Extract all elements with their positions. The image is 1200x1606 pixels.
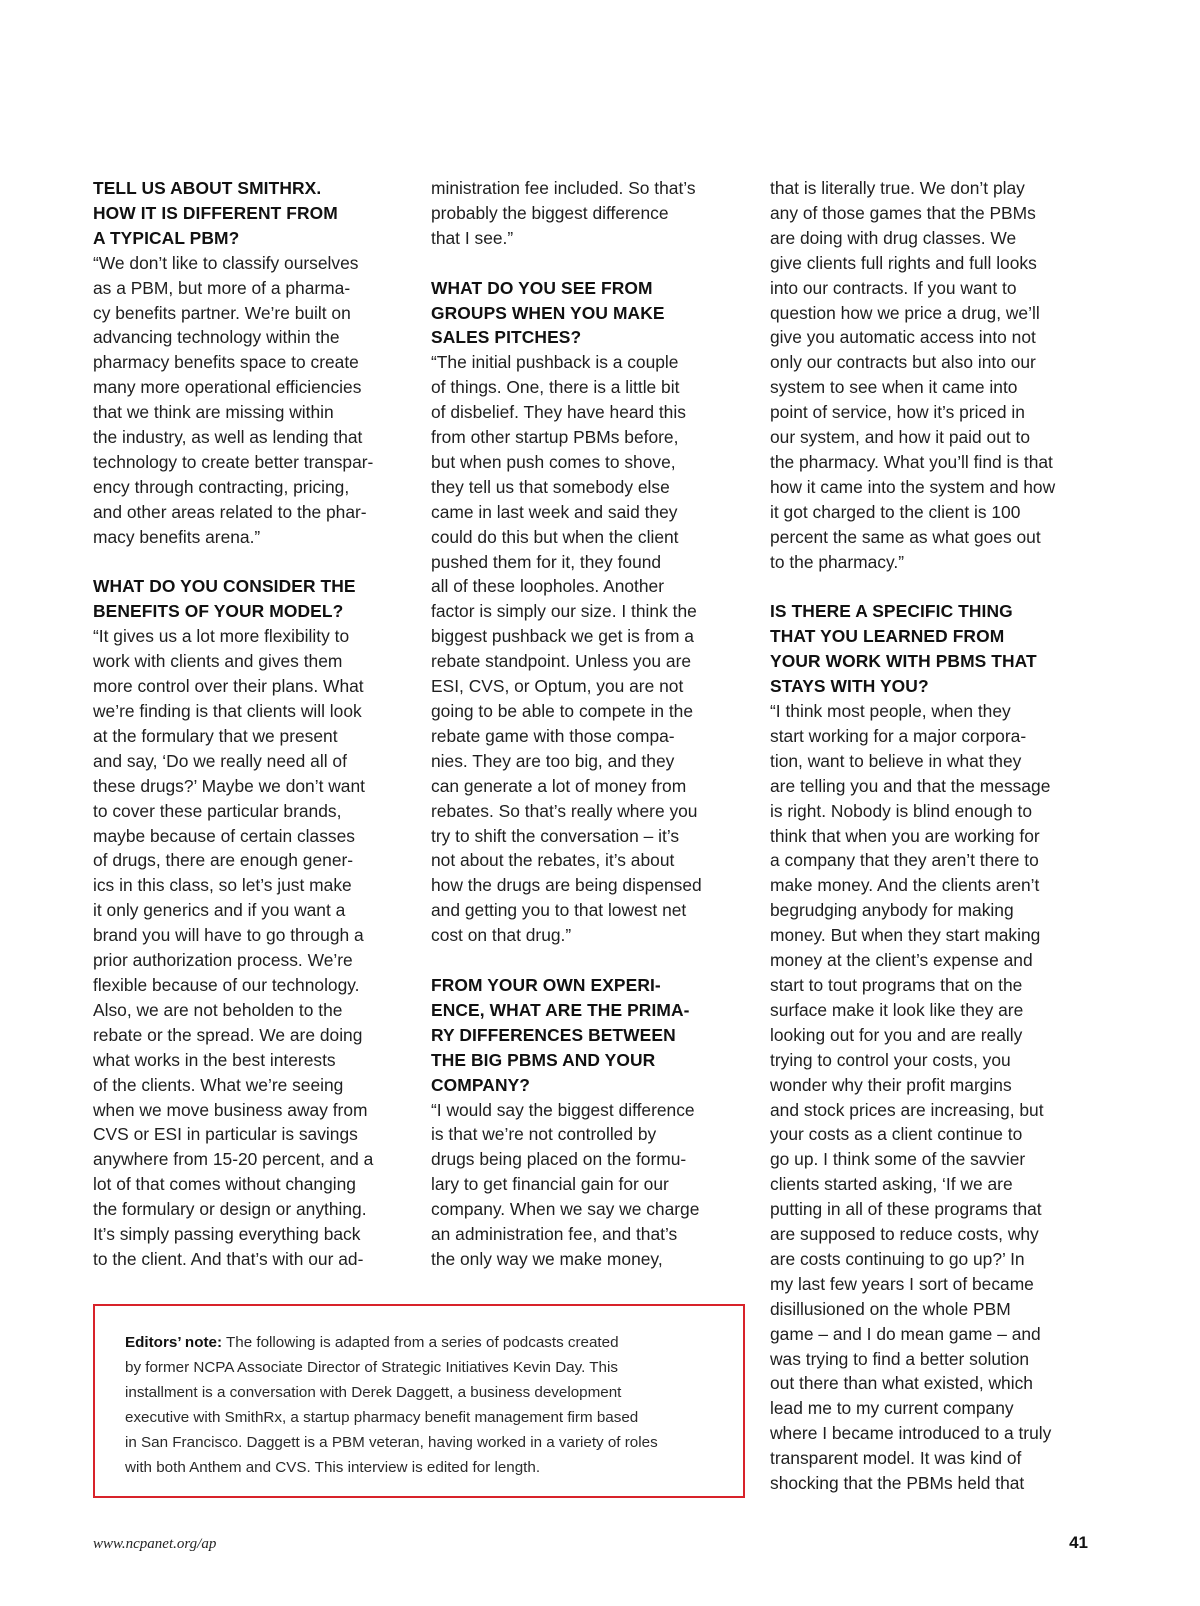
body-text-line: we’re finding is that clients will look	[93, 701, 362, 722]
body-text-line: more control over their plans. What	[93, 676, 364, 697]
editors-note-line: installment is a conversation with Derek Daggett, a business development	[125, 1384, 622, 1401]
body-text-line: probably the biggest difference	[431, 202, 669, 223]
editors-note-line: by former NCPA Associate Director of Strategic Initiatives Kevin Day. This	[125, 1359, 618, 1376]
body-text-line: the formulary or design or anything.	[93, 1199, 367, 1220]
page-number: 41	[1069, 1533, 1088, 1552]
body-text-line: give you automatic access into not	[770, 327, 1036, 348]
body-text-line: percent the same as what goes out	[770, 526, 1041, 547]
body-text-line: that I see.”	[431, 227, 514, 248]
body-text-line: wonder why their profit margins	[770, 1074, 1012, 1095]
question-heading-line: RY DIFFERENCES BETWEEN	[431, 1024, 676, 1045]
question-heading-line: THAT YOU LEARNED FROM	[770, 626, 1005, 647]
body-text-line: as a PBM, but more of a pharma-	[93, 277, 351, 298]
body-text-line: all of these loopholes. Another	[431, 576, 665, 597]
body-text-line: it only generics and if you want a	[93, 900, 346, 921]
body-text-line: rebates. So that’s really where you	[431, 800, 698, 821]
body-text-line: flexible because of our technology.	[93, 974, 360, 995]
body-text-line: a company that they aren’t there to	[770, 850, 1039, 871]
body-text-line: our system, and how it paid out to	[770, 427, 1031, 448]
body-text-line: tion, want to believe in what they	[770, 750, 1022, 771]
editors-note-line: executive with SmithRx, a startup pharmacy benefit management firm based	[125, 1409, 639, 1426]
body-text-line: system to see when it came into	[770, 377, 1018, 398]
body-text-line: cy benefits partner. We’re built on	[93, 302, 351, 323]
question-heading-line: THE BIG PBMS AND YOUR	[431, 1049, 656, 1070]
body-text-line: looking out for you and are really	[770, 1024, 1023, 1045]
body-text-line: “It gives us a lot more flexibility to	[93, 626, 350, 647]
editors-note-line: in San Francisco. Daggett is a PBM veteran, having worked in a variety of roles	[125, 1434, 658, 1451]
body-text-line: work with clients and gives them	[93, 651, 343, 672]
body-text-line: Also, we are not beholden to the	[93, 999, 343, 1020]
body-text-line: came in last week and said they	[431, 501, 678, 522]
body-text-line: and getting you to that lowest net	[431, 900, 687, 921]
question-heading-line: FROM YOUR OWN EXPERI-	[431, 974, 661, 995]
body-text-line: think that when you are working for	[770, 825, 1040, 846]
body-text-line: at the formulary that we present	[93, 725, 338, 746]
body-text-line: could do this but when the client	[431, 526, 679, 547]
body-text-line: ency through contracting, pricing,	[93, 476, 350, 497]
body-text-line: of drugs, there are enough gener-	[93, 850, 354, 871]
body-text-line: are supposed to reduce costs, why	[770, 1224, 1039, 1245]
body-text-line: was trying to find a better solution	[770, 1348, 1030, 1369]
body-text-line: ESI, CVS, or Optum, you are not	[431, 676, 684, 697]
body-text-line: of things. One, there is a little bit	[431, 377, 680, 398]
body-text-line: my last few years I sort of became	[770, 1273, 1034, 1294]
body-text-line: factor is simply our size. I think the	[431, 601, 697, 622]
body-text-line: CVS or ESI in particular is savings	[93, 1124, 358, 1145]
body-text-line: go up. I think some of the savvier	[770, 1149, 1026, 1170]
body-text-line: biggest pushback we get is from a	[431, 626, 694, 647]
body-text-line: where I became introduced to a truly	[770, 1423, 1052, 1444]
editors-note-label: Editors’ note:	[125, 1334, 223, 1351]
question-heading-line: YOUR WORK WITH PBMS THAT	[770, 651, 1037, 672]
body-text-line: give clients full rights and full looks	[770, 252, 1037, 273]
body-text-line: company. When we say we charge	[431, 1199, 700, 1220]
paragraph-gap	[431, 948, 743, 973]
body-text-line: lot of that comes without changing	[93, 1174, 356, 1195]
body-text-line: trying to control your costs, you	[770, 1049, 1011, 1070]
body-text-line: “We don’t like to classify ourselves	[93, 252, 359, 273]
body-text-line: and stock prices are increasing, but	[770, 1099, 1044, 1120]
body-text-line: pushed them for it, they found	[431, 551, 662, 572]
body-text-line: is right. Nobody is blind enough to	[770, 800, 1032, 821]
body-text-line: surface make it look like they are	[770, 999, 1024, 1020]
body-text-line: to cover these particular brands,	[93, 800, 342, 821]
body-text-line: clients started asking, ‘If we are	[770, 1174, 1013, 1195]
body-text-line: ics in this class, so let’s just make	[93, 875, 352, 896]
body-text-line: are doing with drug classes. We	[770, 227, 1017, 248]
body-text-line: begrudging anybody for making	[770, 900, 1014, 921]
question-heading-line: HOW IT IS DIFFERENT FROM	[93, 202, 338, 223]
body-text-line: can generate a lot of money from	[431, 775, 687, 796]
body-text-line: maybe because of certain classes	[93, 825, 355, 846]
body-text-line: shocking that the PBMs held that	[770, 1473, 1025, 1494]
article-column-3	[770, 176, 1088, 1496]
body-text-line: are telling you and that the message	[770, 775, 1051, 796]
body-text-line: brand you will have to go through a	[93, 925, 364, 946]
body-text-line: it got charged to the client is 100	[770, 501, 1021, 522]
body-text-line: make money. And the clients aren’t	[770, 875, 1040, 896]
body-text-line: that is literally true. We don’t play	[770, 178, 1025, 198]
body-text-line: lary to get financial gain for our	[431, 1174, 669, 1195]
body-text-line: many more operational efficiencies	[93, 377, 362, 398]
body-text-line: out there than what existed, which	[770, 1373, 1033, 1394]
body-text-line: rebate or the spread. We are doing	[93, 1024, 363, 1045]
body-text-line: “I would say the biggest difference	[431, 1099, 695, 1120]
question-heading-line: STAYS WITH YOU?	[770, 676, 929, 697]
body-text-line: they tell us that somebody else	[431, 476, 670, 497]
question-heading-line: A TYPICAL PBM?	[93, 227, 240, 248]
article-column-1	[93, 176, 405, 1272]
body-text-line: your costs as a client continue to	[770, 1124, 1023, 1145]
body-text-line: rebate standpoint. Unless you are	[431, 651, 692, 672]
body-text-line: It’s simply passing everything back	[93, 1224, 361, 1245]
body-text-line: ministration fee included. So that’s	[431, 178, 696, 198]
question-heading-line: ENCE, WHAT ARE THE PRIMA-	[431, 999, 690, 1020]
body-text-line: advancing technology within the	[93, 327, 340, 348]
body-text-line: how it came into the system and how	[770, 476, 1056, 497]
body-text-line: game – and I do mean game – and	[770, 1323, 1041, 1344]
paragraph-gap	[93, 550, 405, 575]
body-text-line: going to be able to compete in the	[431, 701, 694, 722]
body-text-line: the pharmacy. What you’ll find is that	[770, 451, 1053, 472]
body-text-line: pharmacy benefits space to create	[93, 352, 359, 373]
body-text-line: money at the client’s expense and	[770, 950, 1033, 971]
question-heading-line: COMPANY?	[431, 1074, 531, 1095]
question-heading-line: IS THERE A SPECIFIC THING	[770, 601, 1013, 622]
body-text-line: question how we price a drug, we’ll	[770, 302, 1040, 323]
article-column-2	[431, 176, 743, 1272]
question-heading-line: GROUPS WHEN YOU MAKE	[431, 302, 665, 323]
body-text-line: that we think are missing within	[93, 402, 334, 423]
body-text-line: of the clients. What we’re seeing	[93, 1074, 344, 1095]
question-heading-line: BENEFITS OF YOUR MODEL?	[93, 601, 344, 622]
body-text-line: and other areas related to the phar-	[93, 501, 367, 522]
footer-url[interactable]: www.ncpanet.org/ap	[93, 1536, 217, 1552]
body-text-line: “The initial pushback is a couple	[431, 352, 679, 373]
body-text-line: are costs continuing to go up?’ In	[770, 1248, 1025, 1269]
question-heading-line: WHAT DO YOU CONSIDER THE	[93, 576, 356, 597]
body-text-line: technology to create better transpar-	[93, 451, 374, 472]
paragraph-gap	[770, 575, 1088, 600]
body-text-line: of disbelief. They have heard this	[431, 402, 686, 423]
question-heading-line: TELL US ABOUT SMITHRX.	[93, 178, 322, 198]
body-text-line: putting in all of these programs that	[770, 1199, 1042, 1220]
body-text-line: and say, ‘Do we really need all of	[93, 750, 347, 771]
body-text-line: the industry, as well as lending that	[93, 427, 363, 448]
editors-note-line: The following is adapted from a series of podcasts created	[222, 1334, 619, 1351]
body-text-line: the only way we make money,	[431, 1248, 663, 1269]
body-text-line: money. But when they start making	[770, 925, 1041, 946]
body-text-line: how the drugs are being dispensed	[431, 875, 702, 896]
question-heading-line: WHAT DO YOU SEE FROM	[431, 277, 653, 298]
body-text-line: point of service, how it’s priced in	[770, 402, 1025, 423]
body-text-line: is that we’re not controlled by	[431, 1124, 657, 1145]
editors-note-line: with both Anthem and CVS. This interview is edited for length.	[125, 1459, 541, 1476]
body-text-line: into our contracts. If you want to	[770, 277, 1017, 298]
body-text-line: drugs being placed on the formu-	[431, 1149, 687, 1170]
body-text-line: any of those games that the PBMs	[770, 202, 1036, 223]
body-text-line: what works in the best interests	[93, 1049, 336, 1070]
body-text-line: “I think most people, when they	[770, 701, 1011, 722]
body-text-line: macy benefits arena.”	[93, 526, 261, 547]
body-text-line: to the client. And that’s with our ad-	[93, 1248, 364, 1269]
body-text-line: start to tout programs that on the	[770, 974, 1023, 995]
body-text-line: transparent model. It was kind of	[770, 1448, 1022, 1469]
body-text-line: to the pharmacy.”	[770, 551, 905, 572]
body-text-line: disillusioned on the whole PBM	[770, 1298, 1011, 1319]
body-text-line: but when push comes to shove,	[431, 451, 676, 472]
body-text-line: these drugs?’ Maybe we don’t want	[93, 775, 365, 796]
body-text-line: not about the rebates, it’s about	[431, 850, 675, 871]
question-heading-line: SALES PITCHES?	[431, 327, 582, 348]
paragraph-gap	[431, 251, 743, 276]
body-text-line: lead me to my current company	[770, 1398, 1014, 1419]
body-text-line: from other startup PBMs before,	[431, 427, 679, 448]
body-text-line: rebate game with those compa-	[431, 725, 675, 746]
body-text-line: start working for a major corpora-	[770, 725, 1027, 746]
body-text-line: anywhere from 15-20 percent, and a	[93, 1149, 374, 1170]
body-text-line: cost on that drug.”	[431, 925, 572, 946]
body-text-line: prior authorization process. We’re	[93, 950, 353, 971]
editors-note-box	[93, 1304, 745, 1498]
body-text-line: nies. They are too big, and they	[431, 750, 675, 771]
body-text-line: try to shift the conversation – it’s	[431, 825, 680, 846]
body-text-line: an administration fee, and that’s	[431, 1224, 678, 1245]
body-text-line: when we move business away from	[93, 1099, 368, 1120]
body-text-line: only our contracts but also into our	[770, 352, 1036, 373]
